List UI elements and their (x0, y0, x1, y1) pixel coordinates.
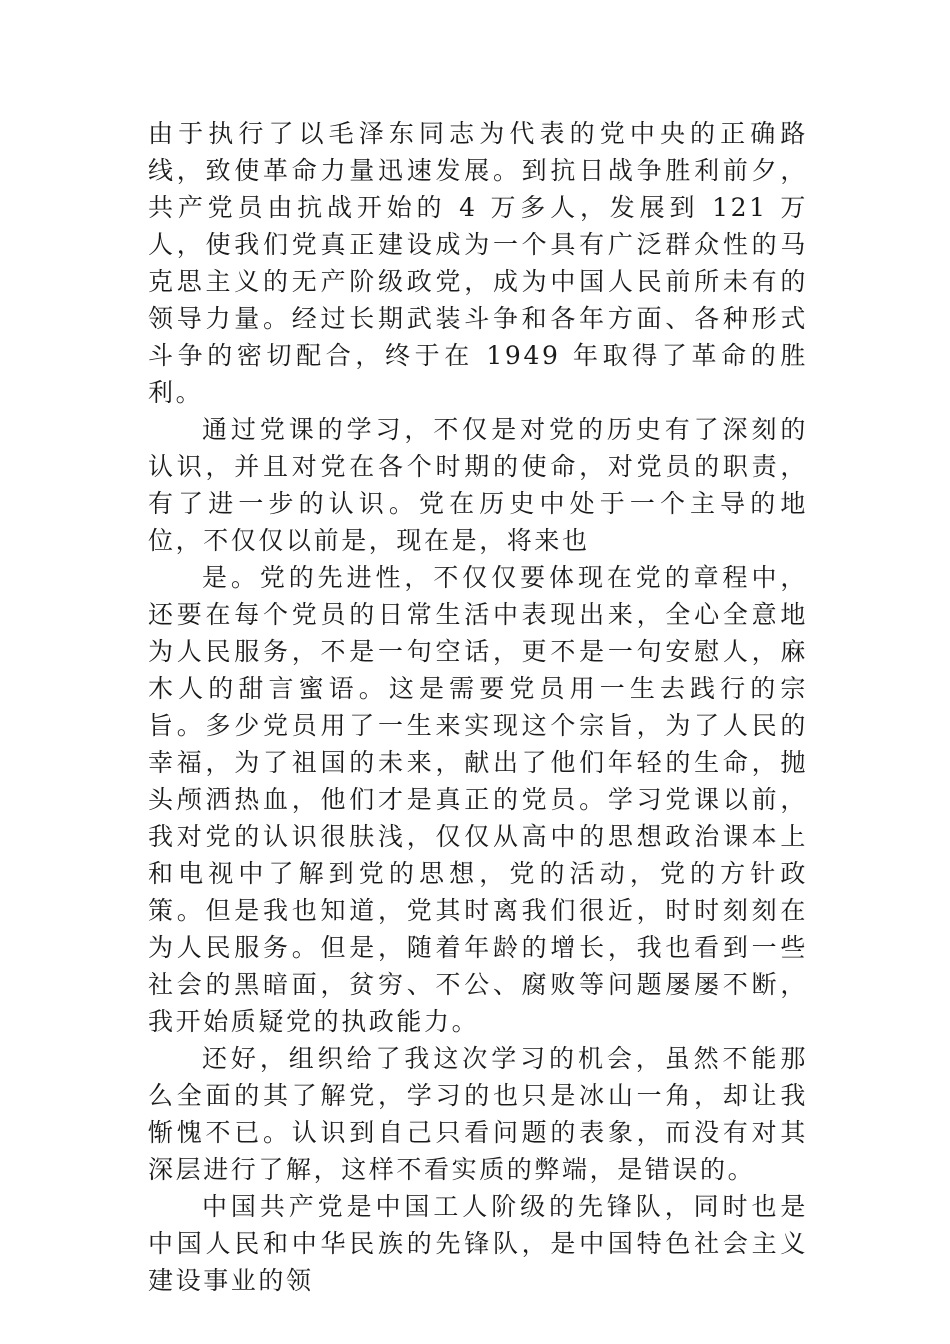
paragraph-1: 由于执行了以毛泽东同志为代表的党中央的正确路线，致使革命力量迅速发展。到抗日战争胜利前夕，共产党员由抗战开始的 4 万多人，发展到 121 万人，使我们党真正建设成为一个具有广泛群众性的马克思主义的无产阶级政党，成为中国人民前所未有的领导力量。经过长期武装斗争和各年方面、各种形式斗争的密切配合，终于在 1949 年取得了革命的胜利。 (148, 119, 808, 407)
paragraph-3: 是。党的先进性，不仅仅要体现在党的章程中，还要在每个党员的日常生活中表现出来，全心全意地为人民服务，不是一句空话，更不是一句安慰人，麻木人的甜言蜜语。这是需要党员用一生去践行的宗旨。多少党员用了一生来实现这个宗旨，为了人民的幸福，为了祖国的未来，献出了他们年轻的生命，抛头颅洒热血，他们才是真正的党员。学习党课以前，我对党的认识很肤浅，仅仅从高中的思想政治课本上和电视中了解到党的思想，党的活动，党的方针政策。但是我也知道，党其时离我们很近，时时刻刻在为人民服务。但是，随着年龄的增长，我也看到一些社会的黑暗面，贫穷、不公、腐败等问题屡屡不断，我开始质疑党的执政能力。 (148, 563, 808, 1036)
paragraph-4: 还好，组织给了我这次学习的机会，虽然不能那么全面的其了解党，学习的也只是冰山一角，却让我惭愧不已。认识到自己只看问题的表象，而没有对其深层进行了解，这样不看实质的弊端，是错误的。 (148, 1044, 808, 1184)
paragraph-2: 通过党课的学习，不仅是对党的历史有了深刻的认识，并且对党在各个时期的使命，对党员的职责，有了进一步的认识。党在历史中处于一个主导的地位，不仅仅以前是，现在是，将来也 (148, 415, 808, 555)
document-body (148, 115, 808, 1299)
paragraph-5: 中国共产党是中国工人阶级的先锋队，同时也是中国人民和中华民族的先锋队，是中国特色社会主义建设事业的领 (148, 1192, 808, 1295)
